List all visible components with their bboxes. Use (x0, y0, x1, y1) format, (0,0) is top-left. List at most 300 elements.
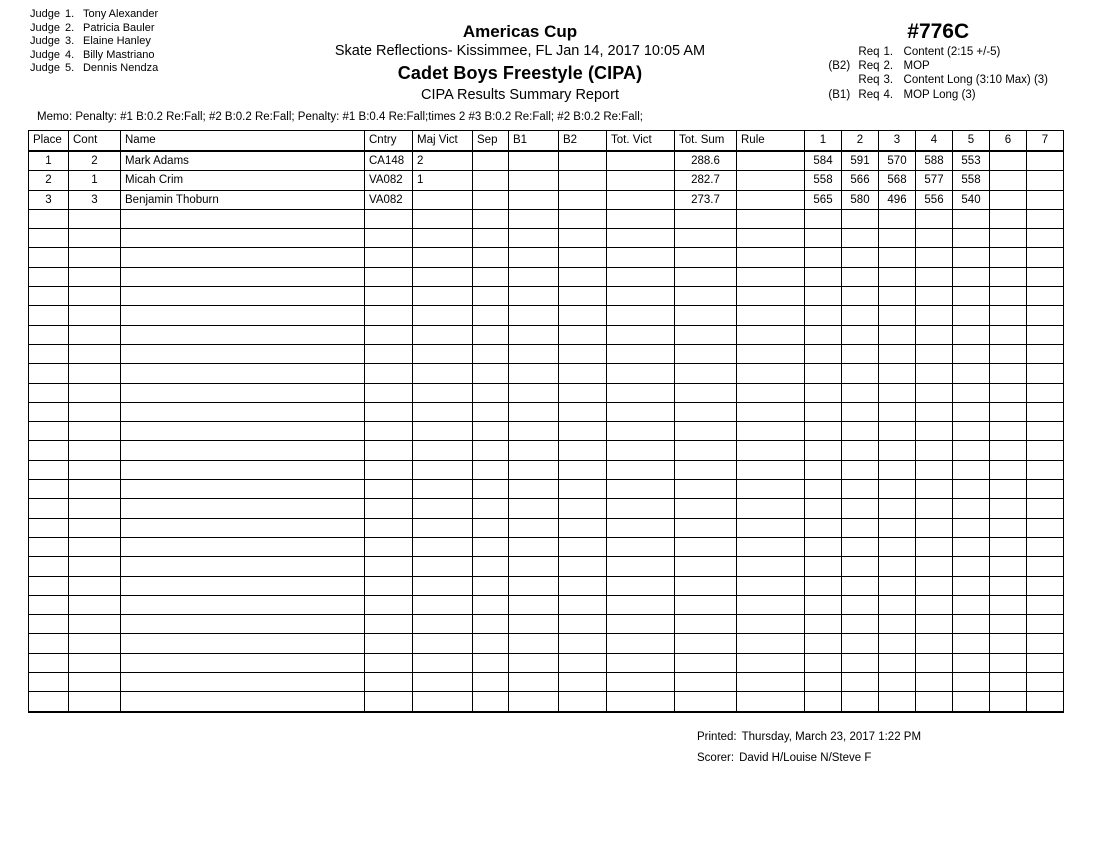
column-header: Tot. Sum (675, 131, 737, 152)
cell-empty (69, 518, 121, 537)
cell-empty (121, 364, 365, 383)
cell-empty (675, 615, 737, 634)
cell-empty (953, 518, 990, 537)
cell-empty (29, 325, 69, 344)
cell-empty (29, 518, 69, 537)
cell-empty (413, 692, 473, 712)
cell-empty (365, 518, 413, 537)
cell-b1 (509, 171, 559, 190)
cell-empty (953, 557, 990, 576)
printed-line (697, 727, 921, 748)
cell-empty (990, 673, 1027, 692)
cell-empty (990, 615, 1027, 634)
cell-empty (990, 634, 1027, 653)
cell-empty (29, 209, 69, 228)
table-row-empty[interactable] (29, 364, 1064, 383)
table-row-empty[interactable] (29, 229, 1064, 248)
cell-name: Micah Crim (121, 171, 365, 190)
cell-empty (509, 460, 559, 479)
cell-judge-score: 540 (953, 190, 990, 209)
judge-row (30, 49, 158, 63)
cell-judge-score: 566 (842, 171, 879, 190)
cell-empty (121, 673, 365, 692)
requirement-number: 2. (883, 60, 894, 73)
cell-empty (805, 576, 842, 595)
cell-empty (121, 634, 365, 653)
requirement-bonus: (B1) (828, 88, 851, 101)
cell-judge-score: 553 (953, 151, 990, 171)
cell-empty (29, 673, 69, 692)
requirement-label: Req (858, 74, 880, 87)
judge-number: 5. (64, 62, 75, 75)
cell-empty (1027, 595, 1064, 614)
cell-empty (842, 673, 879, 692)
table-row-empty[interactable] (29, 248, 1064, 267)
cell-empty (805, 692, 842, 712)
cell-empty (365, 499, 413, 518)
cell-empty (509, 557, 559, 576)
cell-empty (675, 344, 737, 363)
judge-label: Judge (30, 48, 60, 61)
cell-judge-score (990, 171, 1027, 190)
cell-empty (675, 692, 737, 712)
cell-empty (879, 460, 916, 479)
cell-empty (473, 480, 509, 499)
cell-empty (737, 518, 805, 537)
cell-empty (509, 692, 559, 712)
cell-b1 (509, 190, 559, 209)
cell-empty (675, 480, 737, 499)
cell-empty (473, 229, 509, 248)
cell-empty (607, 615, 675, 634)
table-row-empty[interactable] (29, 499, 1064, 518)
cell-empty (953, 383, 990, 402)
table-row-empty[interactable] (29, 615, 1064, 634)
cell-empty (879, 653, 916, 672)
cell-empty (413, 653, 473, 672)
cell-empty (365, 557, 413, 576)
cell-b2 (559, 190, 607, 209)
cell-empty (413, 460, 473, 479)
cell-empty (29, 595, 69, 614)
table-row-empty[interactable] (29, 692, 1064, 712)
cell-judge-score (1027, 151, 1064, 171)
cell-empty (990, 306, 1027, 325)
cell-empty (607, 518, 675, 537)
cell-empty (29, 248, 69, 267)
cell-empty (559, 499, 607, 518)
cell-empty (916, 518, 953, 537)
table-row-empty[interactable] (29, 306, 1064, 325)
cell-empty (737, 229, 805, 248)
table-row-empty[interactable] (29, 595, 1064, 614)
cell-empty (953, 692, 990, 712)
cell-empty (559, 634, 607, 653)
judge-name: Patricia Bauler (82, 21, 155, 34)
cell-empty (842, 692, 879, 712)
judge-row (30, 35, 158, 49)
judge-number: 3. (64, 35, 75, 48)
cell-empty (737, 248, 805, 267)
cell-place: 2 (29, 171, 69, 190)
column-header: Rule (737, 131, 805, 152)
cell-empty (805, 383, 842, 402)
cell-empty (509, 287, 559, 306)
cell-empty (737, 441, 805, 460)
cell-empty (69, 595, 121, 614)
cell-empty (737, 209, 805, 228)
cell-empty (69, 325, 121, 344)
cell-empty (509, 518, 559, 537)
cell-empty (121, 267, 365, 286)
cell-empty (69, 287, 121, 306)
judge-label: Judge (30, 8, 60, 20)
table-row-empty[interactable] (29, 383, 1064, 402)
cell-judge-score: 568 (879, 171, 916, 190)
cell-empty (559, 209, 607, 228)
table-row-empty[interactable] (29, 422, 1064, 441)
cell-empty (365, 209, 413, 228)
table-row-empty[interactable] (29, 325, 1064, 344)
cell-maj-vict: 1 (413, 171, 473, 190)
cell-empty (509, 634, 559, 653)
cell-empty (607, 441, 675, 460)
cell-empty (509, 306, 559, 325)
cell-empty (990, 499, 1027, 518)
cell-empty (953, 267, 990, 286)
footer-info (697, 727, 921, 769)
cell-empty (990, 595, 1027, 614)
cell-empty (916, 499, 953, 518)
cell-empty (29, 441, 69, 460)
cell-empty (953, 537, 990, 556)
cell-empty (879, 634, 916, 653)
cell-empty (737, 344, 805, 363)
cell-name: Mark Adams (121, 151, 365, 171)
cell-empty (675, 229, 737, 248)
cell-empty (953, 287, 990, 306)
cell-empty (675, 518, 737, 537)
cell-empty (675, 383, 737, 402)
table-row[interactable] (29, 190, 1064, 209)
cell-empty (879, 518, 916, 537)
cell-empty (737, 537, 805, 556)
cell-empty (1027, 634, 1064, 653)
table-row-empty[interactable] (29, 634, 1064, 653)
requirement-text: MOP Long (3) (903, 88, 976, 101)
cell-empty (413, 615, 473, 634)
cell-empty (607, 287, 675, 306)
cell-empty (509, 209, 559, 228)
cell-empty (121, 248, 365, 267)
cell-empty (121, 499, 365, 518)
cell-empty (953, 615, 990, 634)
column-header: Sep (473, 131, 509, 152)
requirement-line (828, 73, 1048, 87)
cell-empty (916, 344, 953, 363)
cell-empty (737, 576, 805, 595)
cell-empty (365, 673, 413, 692)
cell-empty (737, 653, 805, 672)
cell-empty (607, 653, 675, 672)
cell-empty (121, 615, 365, 634)
cell-empty (675, 402, 737, 421)
cell-empty (842, 653, 879, 672)
cell-empty (879, 248, 916, 267)
cell-empty (953, 480, 990, 499)
cell-empty (805, 287, 842, 306)
table-header-row (29, 131, 1064, 152)
cell-empty (879, 287, 916, 306)
cell-empty (29, 615, 69, 634)
cell-empty (607, 499, 675, 518)
cell-empty (879, 673, 916, 692)
cell-empty (365, 480, 413, 499)
cell-empty (607, 557, 675, 576)
requirement-text: MOP (903, 60, 930, 73)
cell-cntry: VA082 (365, 190, 413, 209)
cell-empty (509, 576, 559, 595)
cell-empty (842, 441, 879, 460)
cell-empty (509, 383, 559, 402)
cell-empty (413, 344, 473, 363)
cell-empty (990, 692, 1027, 712)
cell-empty (413, 229, 473, 248)
cell-empty (916, 634, 953, 653)
cell-empty (737, 325, 805, 344)
judge-label: Judge (30, 21, 60, 34)
cell-empty (805, 673, 842, 692)
cell-empty (607, 325, 675, 344)
cell-empty (559, 402, 607, 421)
cell-empty (473, 653, 509, 672)
cell-tot-vict (607, 190, 675, 209)
cell-empty (737, 557, 805, 576)
division-title: Cadet Boys Freestyle (CIPA) (397, 63, 643, 83)
cell-empty (365, 229, 413, 248)
cell-empty (990, 248, 1027, 267)
cell-empty (805, 267, 842, 286)
cell-tot-sum: 288.6 (675, 151, 737, 171)
cell-empty (990, 557, 1027, 576)
table-row-empty[interactable] (29, 460, 1064, 479)
cell-empty (805, 634, 842, 653)
cell-empty (559, 480, 607, 499)
cell-empty (805, 422, 842, 441)
requirement-text: Content Long (3:10 Max) (3) (903, 74, 1048, 87)
cell-empty (559, 383, 607, 402)
cell-empty (559, 229, 607, 248)
cell-empty (509, 480, 559, 499)
cell-empty (737, 422, 805, 441)
cell-empty (737, 499, 805, 518)
table-row-empty[interactable] (29, 537, 1064, 556)
cell-judge-score: 591 (842, 151, 879, 171)
table-row-empty[interactable] (29, 557, 1064, 576)
cell-empty (842, 518, 879, 537)
cell-empty (953, 576, 990, 595)
cell-empty (916, 537, 953, 556)
cell-empty (121, 209, 365, 228)
cell-empty (69, 460, 121, 479)
cell-empty (413, 441, 473, 460)
cell-empty (953, 209, 990, 228)
cell-empty (990, 518, 1027, 537)
table-row-empty[interactable] (29, 673, 1064, 692)
cell-empty (916, 306, 953, 325)
cell-empty (842, 557, 879, 576)
cell-empty (509, 653, 559, 672)
requirement-line (828, 88, 1048, 102)
cell-empty (737, 673, 805, 692)
table-row-empty[interactable] (29, 287, 1064, 306)
cell-empty (509, 422, 559, 441)
cell-empty (805, 518, 842, 537)
cell-empty (473, 248, 509, 267)
cell-empty (879, 344, 916, 363)
table-row[interactable] (29, 171, 1064, 190)
cell-empty (365, 344, 413, 363)
cell-empty (473, 344, 509, 363)
table-row[interactable] (29, 151, 1064, 171)
cell-empty (916, 692, 953, 712)
cell-empty (990, 537, 1027, 556)
table-row-empty[interactable] (29, 344, 1064, 363)
cell-empty (607, 229, 675, 248)
table-row-empty[interactable] (29, 480, 1064, 499)
cell-empty (607, 306, 675, 325)
cell-empty (69, 537, 121, 556)
cell-rule (737, 190, 805, 209)
table-row-empty[interactable] (29, 209, 1064, 228)
cell-empty (1027, 692, 1064, 712)
column-header: Tot. Vict (607, 131, 675, 152)
table-row-empty[interactable] (29, 518, 1064, 537)
cell-empty (990, 364, 1027, 383)
cell-empty (29, 267, 69, 286)
cell-empty (29, 537, 69, 556)
cell-empty (1027, 441, 1064, 460)
cell-empty (953, 325, 990, 344)
cell-empty (121, 576, 365, 595)
cell-cont: 1 (69, 171, 121, 190)
column-header: Place (29, 131, 69, 152)
cell-tot-sum: 273.7 (675, 190, 737, 209)
cell-empty (842, 229, 879, 248)
cell-b1 (509, 151, 559, 171)
cell-empty (29, 480, 69, 499)
cell-empty (990, 441, 1027, 460)
column-header: Name (121, 131, 365, 152)
cell-empty (805, 248, 842, 267)
cell-empty (1027, 383, 1064, 402)
table-row-empty[interactable] (29, 441, 1064, 460)
cell-empty (990, 209, 1027, 228)
cell-empty (365, 692, 413, 712)
cell-empty (990, 229, 1027, 248)
cell-empty (675, 209, 737, 228)
cell-empty (121, 692, 365, 712)
cell-empty (509, 402, 559, 421)
cell-empty (842, 248, 879, 267)
table-row-empty[interactable] (29, 653, 1064, 672)
requirement-label: Req (858, 60, 880, 73)
cell-empty (121, 518, 365, 537)
cell-empty (842, 383, 879, 402)
column-header: 1 (805, 131, 842, 152)
cell-empty (842, 287, 879, 306)
cell-empty (953, 402, 990, 421)
cell-empty (737, 364, 805, 383)
cell-empty (559, 595, 607, 614)
cell-empty (1027, 499, 1064, 518)
cell-empty (953, 344, 990, 363)
cell-empty (473, 673, 509, 692)
cell-maj-vict (413, 190, 473, 209)
cell-place: 1 (29, 151, 69, 171)
cell-empty (1027, 460, 1064, 479)
judge-row (30, 62, 158, 76)
table-row-empty[interactable] (29, 267, 1064, 286)
cell-empty (509, 344, 559, 363)
cell-empty (413, 576, 473, 595)
cell-judge-score: 565 (805, 190, 842, 209)
cell-rule (737, 171, 805, 190)
cell-empty (879, 325, 916, 344)
cell-empty (1027, 557, 1064, 576)
cell-empty (413, 673, 473, 692)
cell-empty (121, 460, 365, 479)
cell-empty (990, 383, 1027, 402)
cell-cont: 3 (69, 190, 121, 209)
table-row-empty[interactable] (29, 402, 1064, 421)
cell-empty (365, 267, 413, 286)
column-header: 6 (990, 131, 1027, 152)
cell-empty (805, 402, 842, 421)
cell-empty (916, 267, 953, 286)
cell-empty (473, 441, 509, 460)
cell-empty (1027, 615, 1064, 634)
cell-empty (737, 402, 805, 421)
cell-empty (413, 402, 473, 421)
cell-empty (559, 267, 607, 286)
cell-empty (69, 422, 121, 441)
requirement-number: 1. (883, 46, 894, 58)
table-row-empty[interactable] (29, 576, 1064, 595)
cell-judge-score (990, 190, 1027, 209)
cell-empty (509, 673, 559, 692)
cell-empty (1027, 325, 1064, 344)
cell-empty (879, 209, 916, 228)
cell-empty (675, 499, 737, 518)
cell-empty (69, 692, 121, 712)
cell-empty (365, 615, 413, 634)
printed-label: Printed: (697, 731, 737, 743)
cell-empty (29, 287, 69, 306)
requirement-text: Content (2:15 +/-5) (903, 46, 1001, 58)
cell-empty (69, 441, 121, 460)
cell-empty (473, 209, 509, 228)
cell-empty (607, 692, 675, 712)
cell-empty (413, 383, 473, 402)
cell-empty (365, 595, 413, 614)
cell-empty (509, 615, 559, 634)
cell-cont: 2 (69, 151, 121, 171)
cell-judge-score (1027, 190, 1064, 209)
cell-empty (413, 499, 473, 518)
cell-empty (990, 460, 1027, 479)
cell-name: Benjamin Thoburn (121, 190, 365, 209)
